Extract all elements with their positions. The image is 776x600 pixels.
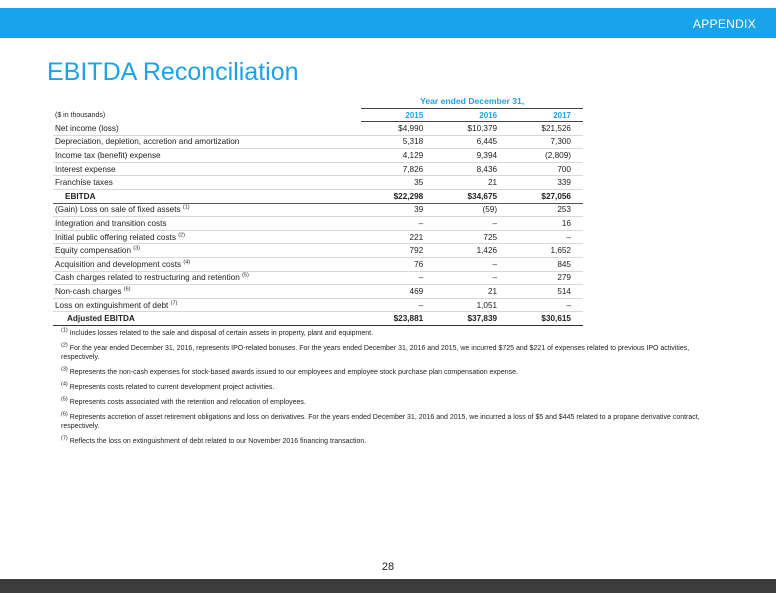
footnote-ref: (4): [183, 259, 191, 265]
footnote-text: For the year ended December 31, 2016, represents IPO-related bonuses. For the years ended December 31, 2016 and 2015, we incurred $725 and $221 of expenses related to previous IPO activities, respectively.: [61, 345, 690, 361]
value-cell: 16: [509, 217, 583, 231]
value-cell: 9,394: [435, 149, 509, 163]
table-row: [53, 244, 583, 258]
value-cell: $34,675: [435, 189, 509, 203]
value-cell: 221: [361, 230, 435, 244]
value-cell: 845: [509, 257, 583, 271]
footnote-text: Represents the non-cash expenses for stock-based awards issued to our employees and employee stock purchase plan compensation expense.: [69, 368, 518, 376]
row-label: Loss on extinguishment of debt: [55, 300, 169, 310]
value-cell: 6,445: [435, 135, 509, 149]
value-cell: $10,379: [435, 122, 509, 136]
footnote-ref: (5): [242, 272, 249, 279]
row-label: Initial public offering related costs: [55, 232, 176, 242]
footnote: [61, 327, 711, 339]
unit-label: ($ in thousands): [55, 111, 106, 119]
value-cell: $37,839: [435, 312, 509, 326]
value-cell: –: [435, 217, 509, 231]
value-cell: 35: [361, 176, 435, 190]
table-row: [53, 176, 583, 190]
value-cell: (2,809): [509, 149, 583, 163]
footnote: [61, 411, 711, 432]
table-row: [53, 203, 583, 217]
value-cell: 469: [361, 285, 435, 299]
table-row: [53, 257, 583, 271]
period-header: Year ended December 31,: [361, 94, 583, 109]
value-cell: 700: [509, 162, 583, 176]
value-cell: $30,615: [509, 312, 583, 326]
footnote-mark: (5): [61, 396, 68, 403]
year-header: 2016: [435, 109, 509, 122]
value-cell: 21: [435, 285, 509, 299]
footnote-mark: (2): [61, 342, 68, 349]
value-cell: (59): [435, 203, 509, 217]
row-label: Adjusted EBITDA: [67, 314, 135, 324]
footnote-ref: (6): [123, 286, 131, 293]
value-cell: 1,051: [435, 298, 509, 312]
value-cell: 725: [435, 230, 509, 244]
ebitda-row: [53, 189, 583, 203]
table-row: [53, 135, 583, 149]
page-title: EBITDA Reconciliation: [47, 58, 299, 86]
footnote: [61, 381, 711, 393]
value-cell: 253: [509, 203, 583, 217]
row-label: Cash charges related to restructuring and retention: [55, 273, 240, 283]
footnote: [61, 342, 711, 363]
table-row: [53, 298, 583, 312]
page-number: 28: [381, 561, 395, 573]
row-label: Net income (loss): [55, 123, 119, 133]
row-label: Equity compensation: [55, 246, 132, 256]
value-cell: –: [509, 298, 583, 312]
footnote-text: Reflects the loss on extinguishment of debt related to our November 2016 financing transaction.: [69, 438, 367, 446]
table-row: [53, 162, 583, 176]
value-cell: 7,826: [361, 162, 435, 176]
value-cell: 279: [509, 271, 583, 285]
value-cell: –: [361, 217, 435, 231]
footnote-text: Represents costs associated with the retention and relocation of employees.: [69, 399, 306, 407]
row-label: Interest expense: [55, 164, 116, 174]
value-cell: $4,990: [361, 122, 435, 136]
value-cell: 1,652: [509, 244, 583, 258]
table-row: [53, 149, 583, 163]
value-cell: 1,426: [435, 244, 509, 258]
footnote: [61, 396, 711, 408]
value-cell: 792: [361, 244, 435, 258]
value-cell: –: [435, 271, 509, 285]
value-cell: 39: [361, 203, 435, 217]
value-cell: $21,526: [509, 122, 583, 136]
footnote-mark: (3): [61, 366, 68, 373]
footnote-text: Represents costs related to current development project activities.: [69, 384, 275, 392]
footnote-text: Represents accretion of asset retirement obligations and loss on derivatives. For the years ended December 31, 2016 and 2015, we incurred a loss of $5 and $445 related to a propane derivative contract, respectively.: [61, 414, 700, 431]
footnotes: [61, 327, 711, 453]
row-label: Franchise taxes: [55, 178, 113, 188]
row-label: Non-cash charges: [55, 286, 122, 296]
table-row: [53, 271, 583, 285]
row-label: Income tax (benefit) expense: [55, 150, 161, 160]
value-cell: 4,129: [361, 149, 435, 163]
ebitda-reconciliation-table: [53, 94, 583, 326]
row-label: Integration and transition costs: [55, 218, 167, 228]
adjusted-ebitda-row: [53, 312, 583, 326]
value-cell: 7,300: [509, 135, 583, 149]
value-cell: 76: [361, 257, 435, 271]
row-label: Acquisition and development costs: [55, 259, 182, 269]
value-cell: $22,298: [361, 189, 435, 203]
value-cell: 514: [509, 285, 583, 299]
row-label: Depreciation, depletion, accretion and amortization: [55, 137, 240, 147]
footnote-ref: (2): [178, 231, 185, 238]
row-label: (Gain) Loss on sale of fixed assets: [55, 205, 181, 215]
footnote-mark: (7): [61, 435, 68, 442]
value-cell: –: [509, 230, 583, 244]
value-cell: 8,436: [435, 162, 509, 176]
value-cell: –: [435, 257, 509, 271]
year-header: 2015: [361, 109, 435, 122]
footnote-ref: (7): [170, 299, 178, 306]
value-cell: –: [361, 298, 435, 312]
footnote-ref: (3): [133, 245, 141, 252]
footnote-mark: (4): [61, 381, 68, 388]
footnote: [61, 366, 711, 378]
footnote-mark: (6): [61, 411, 68, 418]
value-cell: 21: [435, 176, 509, 190]
footnote: [61, 435, 711, 447]
value-cell: $27,056: [509, 189, 583, 203]
table-row: [53, 217, 583, 231]
footer-bar: [0, 579, 776, 593]
year-header: 2017: [509, 109, 583, 122]
footnote-mark: (1): [61, 327, 68, 334]
footnote-ref: (1): [182, 204, 190, 211]
section-label: APPENDIX: [692, 17, 756, 31]
table-row: [53, 285, 583, 299]
value-cell: 5,318: [361, 135, 435, 149]
row-label: EBITDA: [65, 191, 96, 201]
header-bar: [0, 8, 776, 38]
value-cell: –: [361, 271, 435, 285]
value-cell: $23,881: [361, 312, 435, 326]
table-row: [53, 122, 583, 136]
value-cell: 339: [509, 176, 583, 190]
footnote-text: Includes losses related to the sale and disposal of certain assets in property, plant and equipment.: [69, 330, 374, 337]
table-row: [53, 230, 583, 244]
